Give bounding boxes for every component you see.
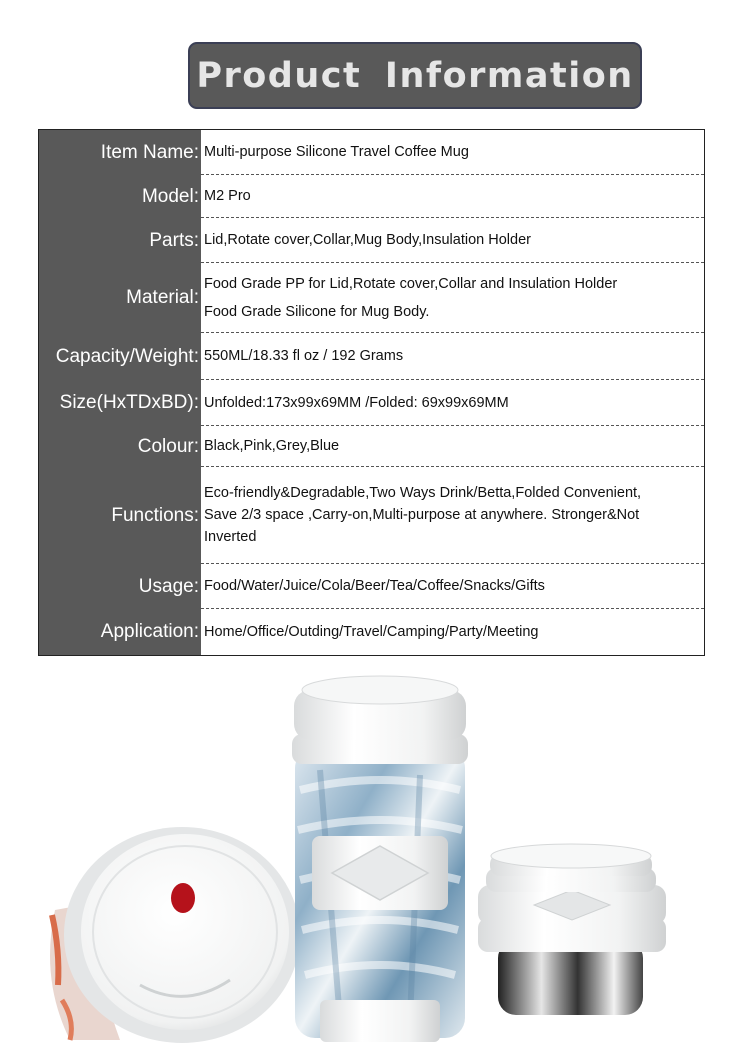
value-line: Food Grade Silicone for Mug Body. [204,303,430,320]
value-line: Eco-friendly&Degradable,Two Ways Drink/Betta,Folded Convenient, [204,485,642,501]
label-capacity-weight: Capacity/Weight: [55,345,199,367]
value-model [201,175,704,218]
page-title: Product Information [196,55,634,96]
label-functions: Functions: [111,504,199,526]
value-column [201,130,704,655]
value-line: Black,Pink,Grey,Blue [204,438,340,454]
drink-hole-icon [171,883,195,913]
label-model: Model: [141,185,199,207]
value-line: 550ML/18.33 fl oz / 192 Grams [204,348,404,364]
product-photo [0,662,750,1046]
value-line: M2 Pro [204,188,251,204]
value-functions [201,467,704,564]
value-line: Inverted [204,529,257,545]
value-line: Home/Office/Outding/Travel/Camping/Party/Meeting [204,623,539,640]
label-parts: Parts: [149,229,199,251]
label-size: Size(HxTDxBD): [59,392,199,413]
value-line: Save 2/3 space ,Carry-on,Multi-purpose at anywhere. Stronger&Not [204,507,640,523]
value-line: Multi-purpose Silicone Travel Coffee Mug [204,144,469,160]
value-usage [201,564,704,609]
label-colour: Colour: [137,435,199,457]
label-item-name: Item Name: [100,141,199,163]
mug-unfolded [292,676,468,1042]
spec-table [38,129,705,656]
value-line: Lid,Rotate cover,Collar,Mug Body,Insulation Holder [204,232,531,248]
value-capacity-weight [201,333,704,380]
label-usage: Usage: [138,575,199,597]
value-colour [201,426,704,467]
value-material [201,263,704,333]
label-application: Application: [100,620,199,642]
label-material: Material: [126,287,199,308]
value-item-name [201,130,704,175]
value-application [201,609,704,654]
label-column [39,130,201,655]
value-line: Food Grade PP for Lid,Rotate cover,Collar and Insulation Holder [204,275,618,292]
value-parts [201,218,704,263]
value-line: Unfolded:173x99x69MM /Folded: 69x99x69MM [204,394,509,411]
mug-lid-view [50,827,300,1043]
value-line: Food/Water/Juice/Cola/Beer/Tea/Coffee/Snacks/Gifts [204,578,545,594]
value-size [201,380,704,426]
title-banner [188,42,642,109]
mug-folded [478,844,666,1015]
